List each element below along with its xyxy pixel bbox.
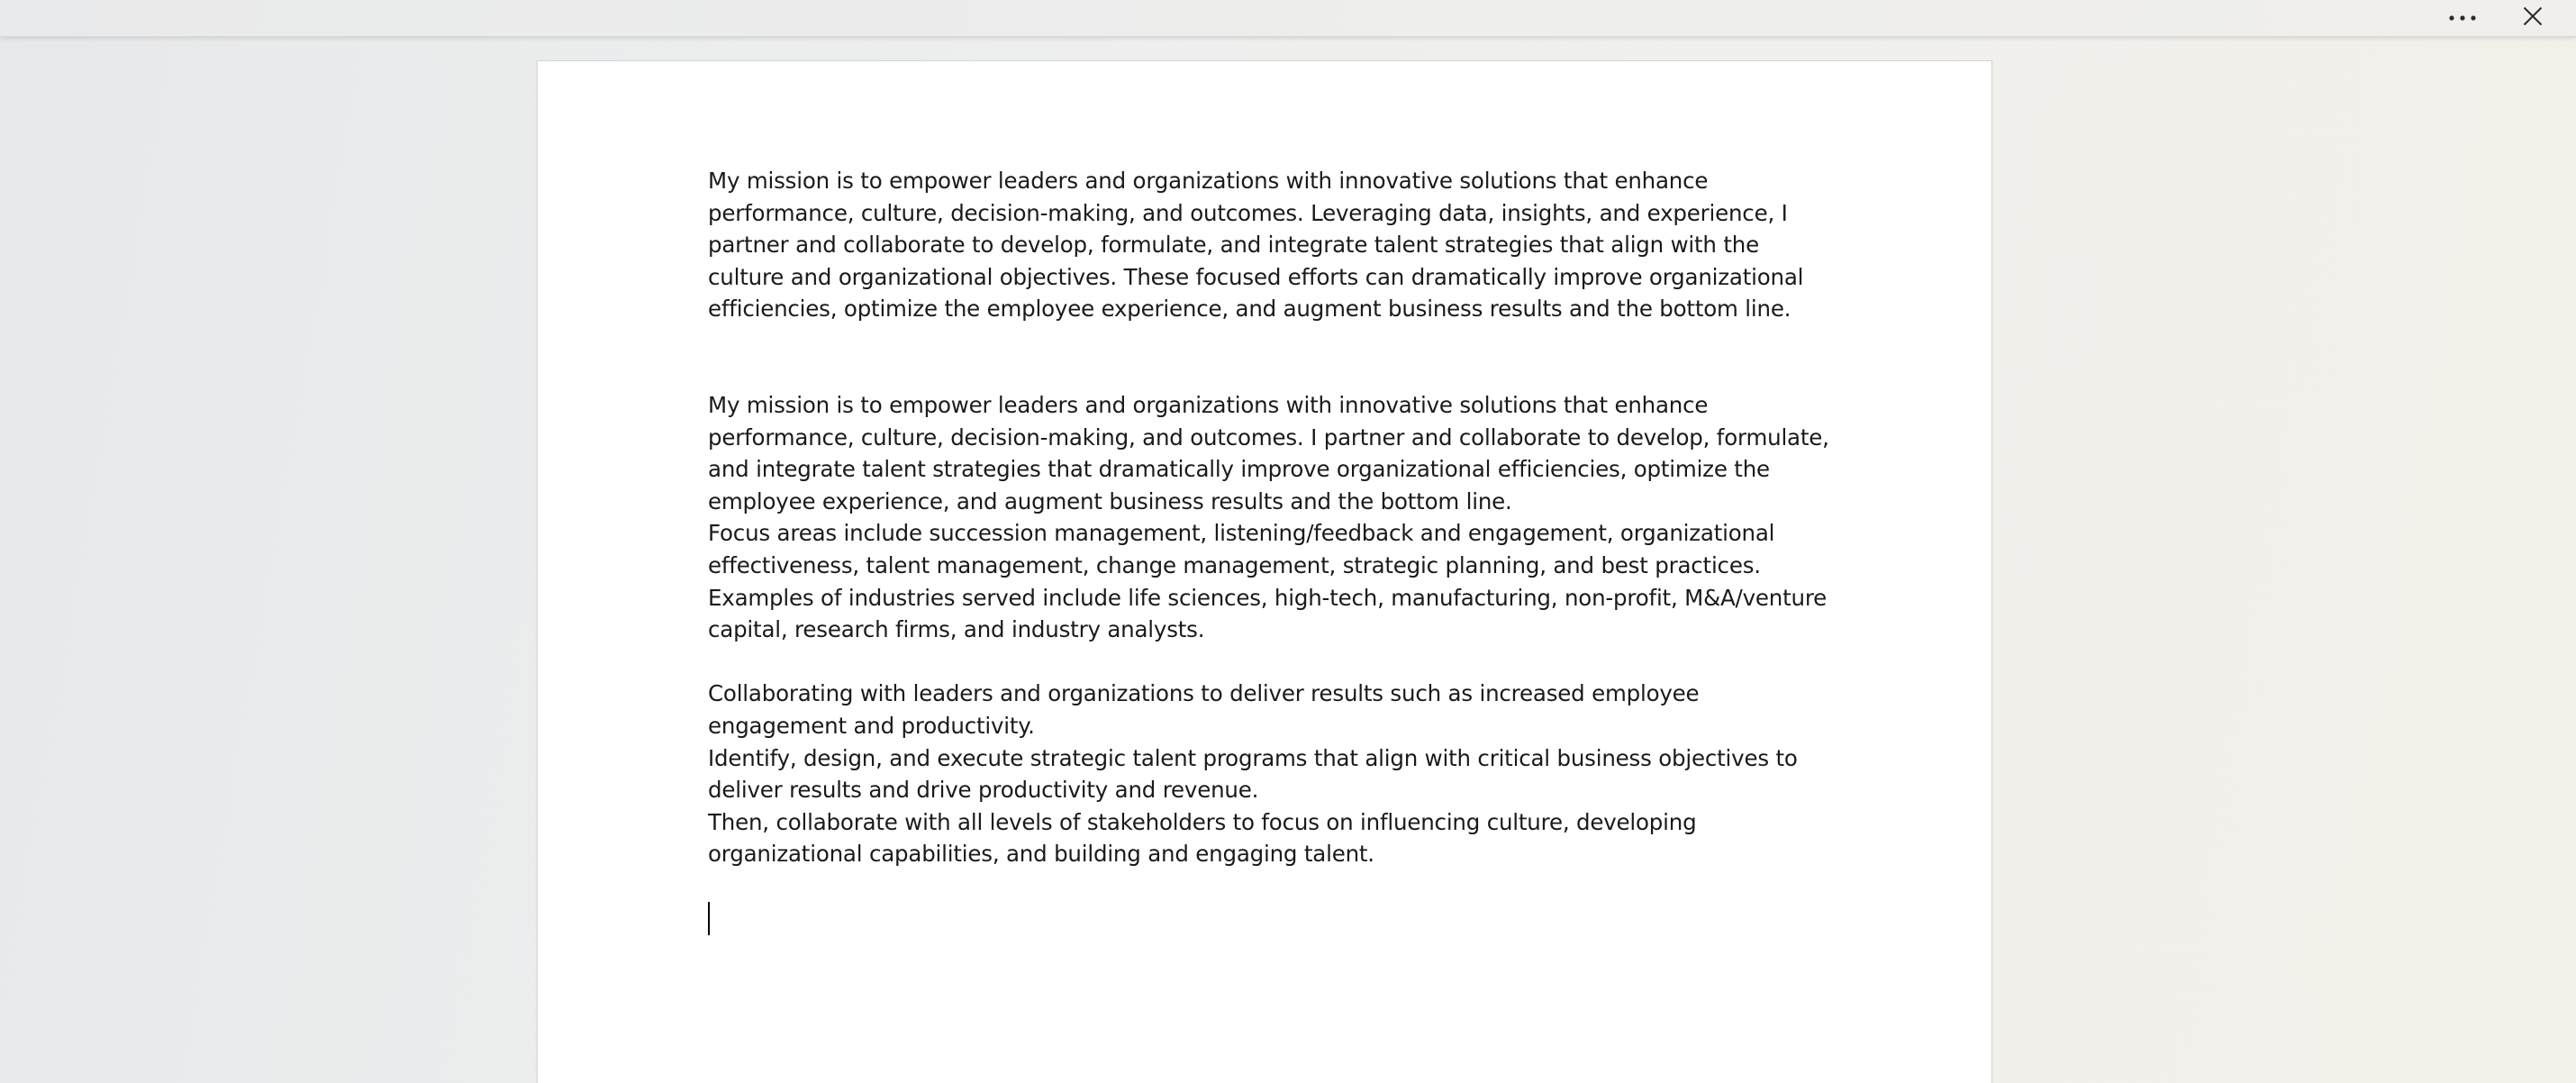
close-button[interactable] — [2504, 0, 2562, 36]
paragraph-collaborating: Collaborating with leaders and organizations to deliver results such as increased employee engagement and productivity. — [708, 680, 1700, 739]
paragraph-mission-long: My mission is to empower leaders and organizations with innovative solutions that enhance performance, culture, decision-making, and outcomes. Leveraging data, insights, and experience, I partner and collaborate to develop, formulate, and integrate talent strategies that align with the culture and organizational objectives. These focused efforts can dramatically improve organizational efficiencies, optimize the employee experience, and augment business results and the bottom line. — [708, 168, 1804, 323]
document-body[interactable] — [708, 165, 1834, 935]
paragraph-industries: Examples of industries served include life sciences, high-tech, manufacturing, non-profit, M&A/venture capital, research firms, and industry analysts. — [708, 584, 1828, 643]
text-cursor — [708, 902, 710, 935]
empty-line — [708, 870, 1834, 901]
paragraph-focus-areas: Focus areas include succession management, listening/feedback and engagement, organizational effectiveness, talent management, change management, strategic planning, and best practices. — [708, 520, 1775, 578]
paragraph-identify: Identify, design, and execute strategic talent programs that align with critical business objectives to deliver results and drive productivity and revenue. — [708, 744, 1798, 804]
more-options-button[interactable] — [2434, 0, 2491, 36]
empty-line — [708, 325, 1834, 389]
more-horizontal-icon — [2448, 10, 2477, 26]
empty-line — [708, 646, 1834, 678]
paragraph-then: Then, collaborate with all levels of stakeholders to focus on influencing culture, developing organizational capabilities, and building and engaging talent. — [708, 808, 1697, 868]
close-icon — [2523, 6, 2543, 31]
document-page[interactable] — [537, 60, 1992, 1083]
paragraph-mission-short: My mission is to empower leaders and organizations with innovative solutions that enhance performance, culture, decision-making, and outcomes. I partner and collaborate to develop, formulate, and integrate talent strategies that dramatically improve organizational efficiencies, optimize the employee experience, and augment business results and the bottom line. — [708, 391, 1829, 514]
title-bar — [0, 0, 2576, 37]
